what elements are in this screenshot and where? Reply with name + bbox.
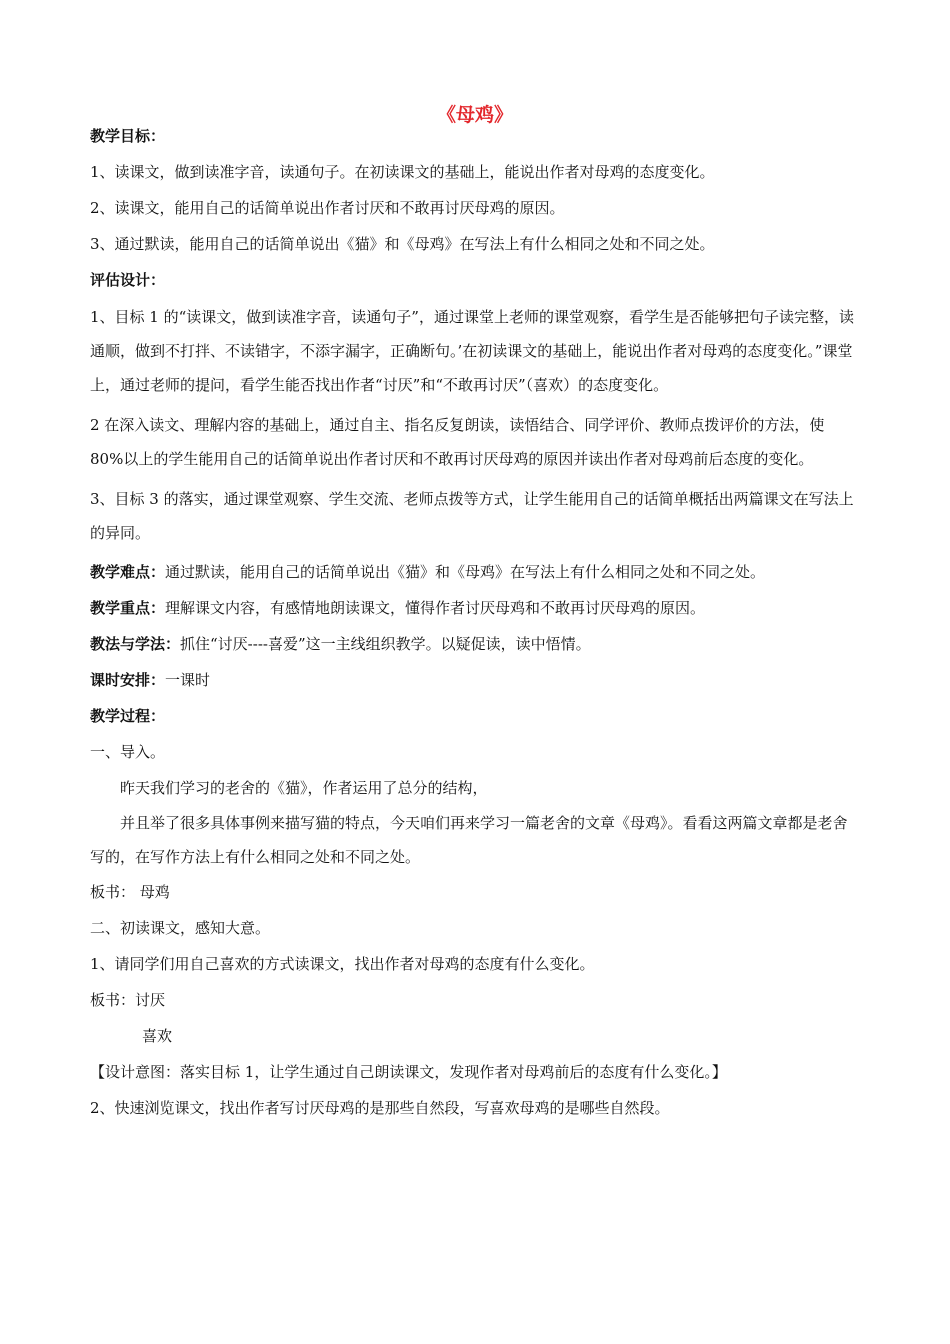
schedule-text: 一课时	[165, 671, 211, 689]
objective-item-2: 2、读课文，能用自己的话简单说出作者讨厌和不敢再讨厌母鸡的原因。	[90, 199, 565, 217]
assessment-heading: 评估设计：	[90, 271, 166, 289]
intro-title: 一、导入。	[90, 743, 166, 761]
step-1: 1、请同学们用自己喜欢的方式读课文，找出作者对母鸡的态度有什么变化。	[90, 955, 595, 973]
method-label: 教法与学法：	[90, 635, 181, 653]
board-note-1: 板书： 母鸡	[90, 883, 170, 901]
document-body	[90, 124, 862, 1120]
process-heading: 教学过程：	[90, 707, 166, 725]
focus-label: 教学重点：	[90, 599, 166, 617]
difficulty-line	[90, 560, 862, 584]
board-note-2: 板书：讨厌	[90, 991, 166, 1009]
focus-text: 理解课文内容，有感情地朗读课文，懂得作者讨厌母鸡和不敢再讨厌母鸡的原因。	[165, 599, 706, 617]
schedule-label: 课时安排：	[90, 671, 166, 689]
document-title: 《母鸡》	[436, 104, 513, 126]
difficulty-label: 教学难点：	[90, 563, 166, 581]
method-text: 抓住“讨厌----喜爱”这一主线组织教学。以疑促读，读中悟情。	[180, 635, 591, 653]
objective-item-1: 1、读课文，做到读准字音，读通句子。在初读课文的基础上，能说出作者对母鸡的态度变化。	[90, 163, 715, 181]
schedule-line	[90, 668, 862, 692]
intro-paragraph-2-text: 并且举了很多具体事例来描写猫的特点，今天咱们再来学习一篇老舍的文章《母鸡》。看看这两篇文章都是老舍写的，在写作方法上有什么相同之处和不同之处。	[90, 814, 848, 866]
section-2-title: 二、初读课文，感知大意。	[90, 919, 271, 937]
board-note-2-line-2: 喜欢	[142, 1027, 173, 1045]
difficulty-text: 通过默读，能用自己的话简单说出《猫》和《母鸡》在写法上有什么相同之处和不同之处。	[165, 563, 766, 581]
objective-item-3: 3、通过默读，能用自己的话简单说出《猫》和《母鸡》在写法上有什么相同之处和不同之处。	[90, 235, 715, 253]
step-2: 2、快速浏览课文，找出作者写讨厌母鸡的是那些自然段，写喜欢母鸡的是哪些自然段。	[90, 1099, 670, 1117]
intro-paragraph-2	[90, 806, 862, 874]
assessment-item-3: 3、目标 3 的落实，通过课堂观察、学生交流、老师点拨等方式，让学生能用自己的话简单概括出两篇课文在写法上的异同。	[90, 490, 854, 542]
method-line	[90, 632, 862, 656]
design-note: 【设计意图：落实目标 1，让学生通过自己朗读课文，发现作者对母鸡前后的态度有什么变化。】	[90, 1063, 727, 1081]
assessment-item-1: 1、目标 1 的“读课文，做到读准字音，读通句子”，通过课堂上老师的课堂观察，看学生是否能够把句子读完整，读通顺，做到不打拌、不读错字，不添字漏字，正确断句。’在初读课文的基础上，能说出作者对母鸡的态度变化。”课堂上，通过老师的提问，看学生能否找出作者“讨厌”和“不敢再讨厌”（喜欢）的态度变化。	[90, 308, 854, 394]
objectives-heading: 教学目标：	[90, 127, 166, 145]
assessment-item-2: 2 在深入读文、理解内容的基础上，通过自主、指名反复朗读，读悟结合、同学评价、教师点拨评价的方法，使 80%以上的学生能用自己的话简单说出作者讨厌和不敢再讨厌母鸡的原因并读出作者对母鸡前后态度的变化。	[90, 416, 825, 468]
intro-paragraph-1: 昨天我们学习的老舍的《猫》，作者运用了总分的结构，	[120, 779, 488, 797]
focus-line	[90, 596, 862, 620]
